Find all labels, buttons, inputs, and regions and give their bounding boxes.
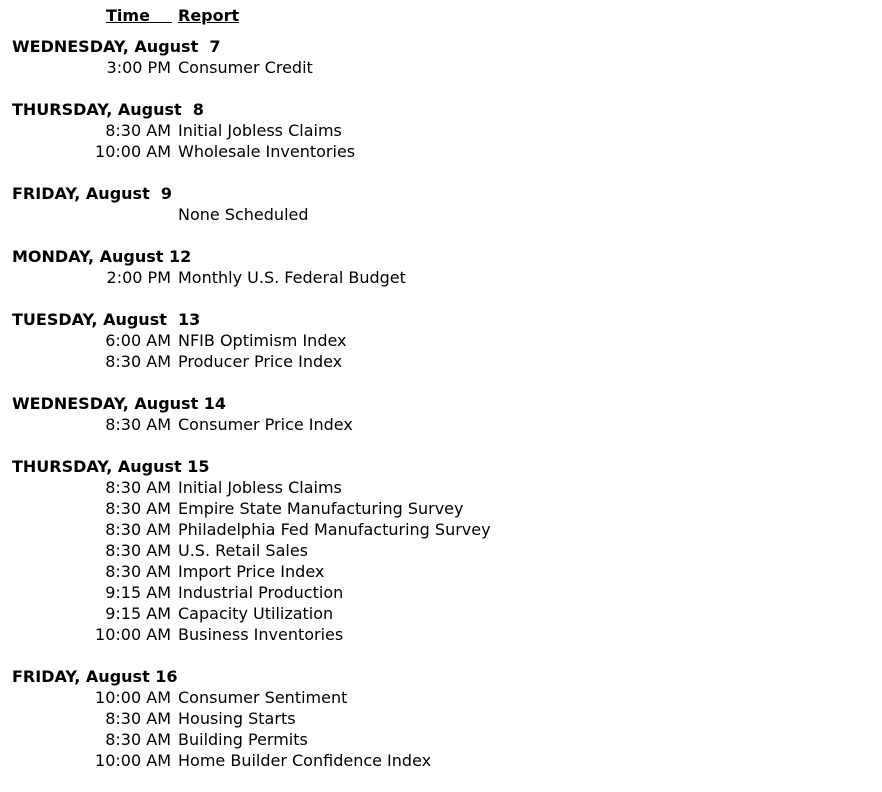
event-report: NFIB Optimism Index: [178, 331, 347, 350]
day-section: [0, 393, 882, 435]
event-report: Producer Price Index: [178, 352, 343, 371]
event-row: [0, 351, 882, 372]
event-row: [0, 498, 882, 519]
event-report: Initial Jobless Claims: [178, 121, 342, 140]
day-title: FRIDAY, August 16: [12, 667, 178, 686]
event-row: [0, 120, 882, 141]
event-row: [0, 519, 882, 540]
event-report: Import Price Index: [178, 562, 325, 581]
event-row: [0, 582, 882, 603]
event-time: 9:15 AM: [105, 604, 171, 623]
event-report: None Scheduled: [178, 205, 309, 224]
event-time: 10:00 AM: [95, 688, 171, 707]
day-title: MONDAY, August 12: [12, 247, 192, 266]
event-report: Wholesale Inventories: [178, 142, 356, 161]
event-row: [0, 141, 882, 162]
event-row: [0, 729, 882, 750]
event-row: [0, 750, 882, 771]
day-title: WEDNESDAY, August 7: [12, 37, 221, 56]
day-section: [0, 456, 882, 645]
event-report: Business Inventories: [178, 625, 344, 644]
event-time: 8:30 AM: [105, 541, 171, 560]
event-row: [0, 414, 882, 435]
event-report: U.S. Retail Sales: [178, 541, 309, 560]
event-time: 8:30 AM: [105, 352, 171, 371]
event-report: Empire State Manufacturing Survey: [178, 499, 464, 518]
event-time: 8:30 AM: [105, 709, 171, 728]
event-row: [0, 204, 882, 225]
event-report: Home Builder Confidence Index: [178, 751, 432, 770]
report-column-header: Report: [178, 6, 240, 25]
economic-calendar: [0, 36, 882, 792]
event-row: [0, 540, 882, 561]
event-time: 10:00 AM: [95, 625, 171, 644]
day-section: [0, 183, 882, 225]
event-report: Capacity Utilization: [178, 604, 334, 623]
event-report: Housing Starts: [178, 709, 296, 728]
event-row: [0, 57, 882, 78]
event-time: 8:30 AM: [105, 562, 171, 581]
event-row: [0, 708, 882, 729]
event-report: Initial Jobless Claims: [178, 478, 342, 497]
event-row: [0, 603, 882, 624]
event-time: 8:30 AM: [105, 520, 171, 539]
day-title: THURSDAY, August 15: [12, 457, 210, 476]
event-report: Consumer Price Index: [178, 415, 353, 434]
event-time: 3:00 PM: [106, 58, 171, 77]
event-report: Consumer Sentiment: [178, 688, 348, 707]
event-time: 10:00 AM: [95, 142, 171, 161]
day-section: [0, 666, 882, 771]
event-row: [0, 477, 882, 498]
event-time: 8:30 AM: [105, 478, 171, 497]
day-title: WEDNESDAY, August 14: [12, 394, 227, 413]
day-title: THURSDAY, August 8: [12, 100, 204, 119]
event-report: Philadelphia Fed Manufacturing Survey: [178, 520, 491, 539]
event-time: 10:00 AM: [95, 751, 171, 770]
day-section: [0, 99, 882, 162]
event-report: Monthly U.S. Federal Budget: [178, 268, 406, 287]
day-title: TUESDAY, August 13: [12, 310, 201, 329]
event-report: Industrial Production: [178, 583, 344, 602]
day-title: FRIDAY, August 9: [12, 184, 172, 203]
event-row: [0, 267, 882, 288]
event-row: [0, 687, 882, 708]
event-report: Building Permits: [178, 730, 308, 749]
event-row: [0, 330, 882, 351]
day-section: [0, 309, 882, 372]
event-time: 8:30 AM: [105, 121, 171, 140]
day-section: [0, 246, 882, 288]
event-time: 8:30 AM: [105, 730, 171, 749]
event-row: [0, 561, 882, 582]
event-row: [0, 624, 882, 645]
event-time: 6:00 AM: [105, 331, 171, 350]
column-header-row: [0, 5, 882, 26]
event-time: 9:15 AM: [105, 583, 171, 602]
time-column-header: Time: [106, 5, 172, 26]
day-section: [0, 36, 882, 78]
event-report: Consumer Credit: [178, 58, 313, 77]
event-time: 8:30 AM: [105, 415, 171, 434]
event-time: 2:00 PM: [106, 268, 171, 287]
event-time: 8:30 AM: [105, 499, 171, 518]
